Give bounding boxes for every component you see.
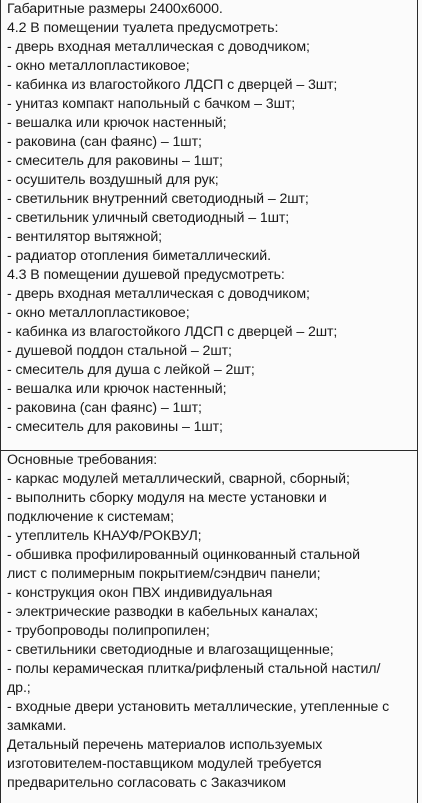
text-line: - конструкция окон ПВХ индивидуальная [7,585,273,601]
text-line: - утеплитель КНАУФ/РОКВУЛ; [7,528,202,544]
text-line: 4.3 В помещении душевой предусмотреть: [7,267,285,283]
top-text-block [7,0,413,437]
text-line: - окно металлопластиковое; [7,58,190,74]
text-line: - каркас модулей металлический, сварной, сборный; [7,471,350,487]
bottom-text-block [7,451,413,793]
text-line: - окно металлопластиковое; [7,305,190,321]
text-line: - обшивка профилированный оцинкованный стальной [7,547,360,563]
text-line: - вешалка или крючок настенный; [7,115,227,131]
text-line: Детальный перечень материалов используемых [7,737,323,753]
text-line: подключение к системам; [7,509,174,525]
text-line: - раковина (сан фаянс) – 1шт; [7,134,202,150]
text-line: - светильник внутренний светодиодный – 2шт; [7,191,309,207]
text-line: - осушитель воздушный для рук; [7,172,219,188]
text-line: - душевой поддон стальной – 2шт; [7,343,232,359]
text-line: - трубопроводы полипропилен; [7,623,210,639]
text-line: - входные двери установить металлические, утепленные с [7,699,390,715]
text-line: - дверь входная металлическая с доводчиком; [7,39,310,55]
text-line: изготовителем-поставщиком модулей требуется [7,756,322,772]
text-line: - раковина (сан фаянс) – 1шт; [7,400,202,416]
text-line: Габаритные размеры 2400х6000. [7,1,223,17]
text-line: лист с полимерным покрытием/сэндвич панели; [7,566,321,582]
text-line: - радиатор отопления биметаллический. [7,248,271,264]
text-line: - электрические разводки в кабельных каналах; [7,604,319,620]
text-line: - кабинка из влагостойкого ЛДСП с дверцей – 3шт; [7,77,338,93]
text-line: - кабинка из влагостойкого ЛДСП с дверцей – 2шт; [7,324,338,340]
text-line: - вентилятор вытяжной; [7,229,163,245]
text-line: - смеситель для душа с лейкой – 2шт; [7,362,255,378]
text-line: - полы керамическая плитка/рифленый стальной настил/ [7,661,381,677]
text-line: - выполнить сборку модуля на месте установки и [7,490,327,506]
text-line: - светильники светодиодные и влагозащищенные; [7,642,334,658]
text-line: - вешалка или крючок настенный; [7,381,227,397]
text-line: др.; [7,680,31,696]
text-line: предварительно согласовать с Заказчиком [7,775,286,791]
text-line: Основные требования: [7,452,158,468]
text-line: замками. [7,718,67,734]
text-line: 4.2 В помещении туалета предусмотреть: [7,20,279,36]
text-line: - унитаз компакт напольный с бачком – 3шт; [7,96,296,112]
text-line: - смеситель для раковины – 1шт; [7,153,223,169]
text-line: - смеситель для раковины – 1шт; [7,419,223,435]
table-cell-main-requirements [0,451,418,803]
text-line: - светильник уличный светодиодный – 1шт; [7,210,290,226]
text-line: - дверь входная металлическая с доводчиком; [7,286,310,302]
